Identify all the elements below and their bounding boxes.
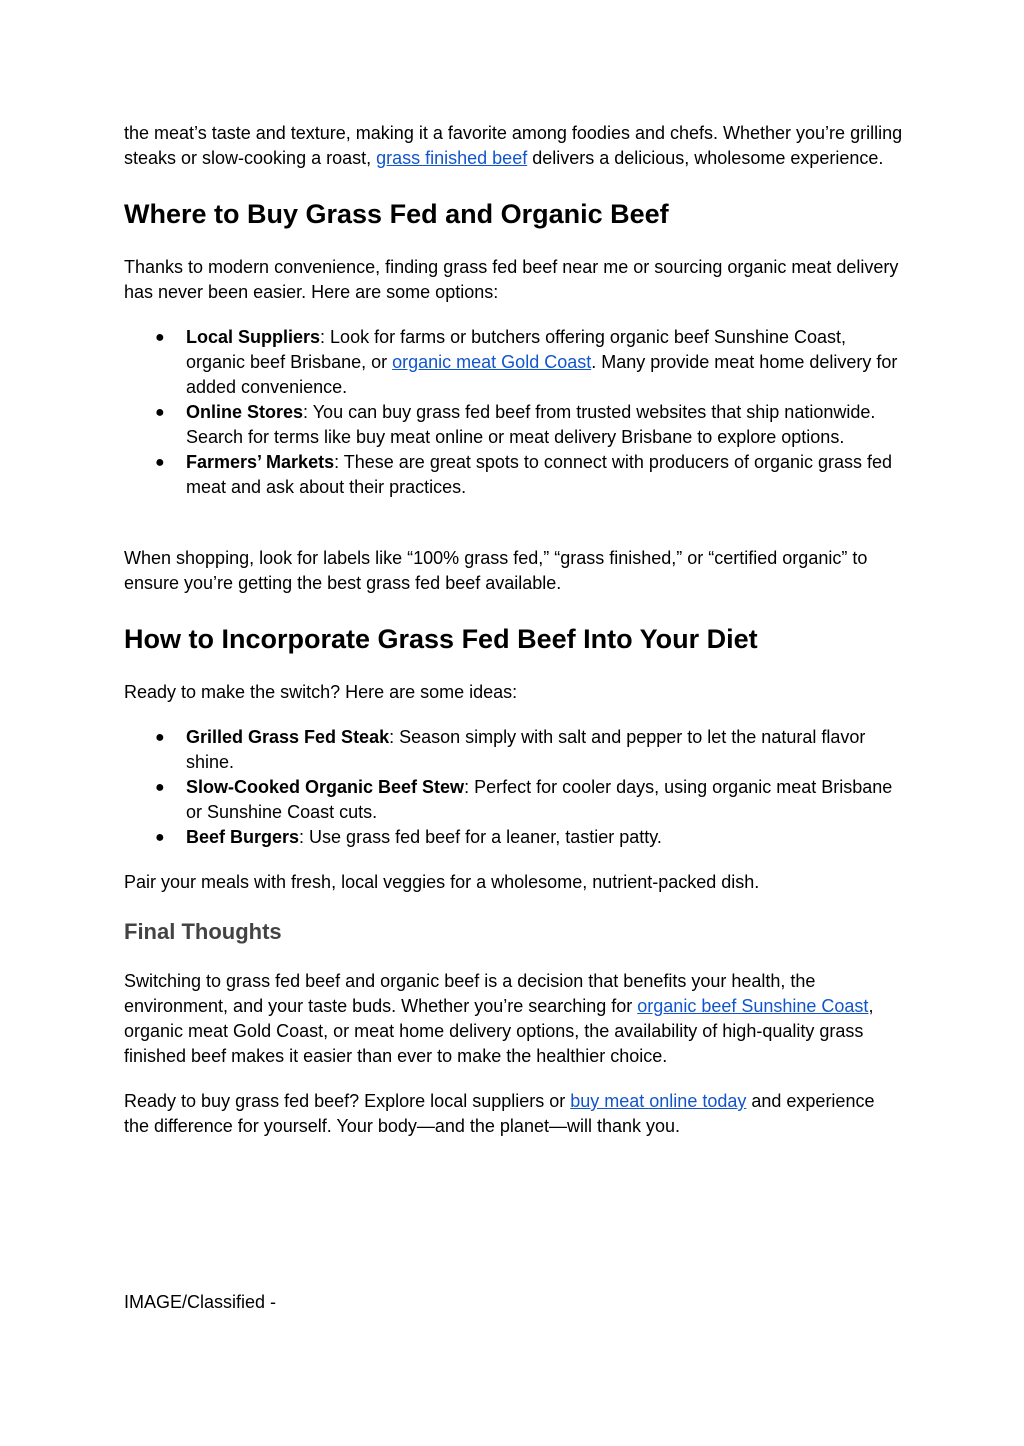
diet-ideas-list [124, 725, 904, 850]
bullet-icon: ● [155, 829, 165, 846]
list-item-text: : You can buy grass fed beef from trusted websites that ship nationwide. Search for terms like buy meat online or meat delivery Brisbane to explore options. [186, 402, 876, 447]
list-item [124, 325, 904, 400]
buy-meat-online-today-link[interactable]: buy meat online today [570, 1091, 747, 1111]
list-item-bold: Slow-Cooked Organic Beef Stew [186, 777, 465, 797]
list-item-bold: Grilled Grass Fed Steak [186, 727, 390, 747]
intro-text-before-link: the meat’s taste and texture, making it a favorite among foodies and chefs. Whether you’re grilling steaks or slow-cooking a roast, [124, 123, 903, 168]
bullet-icon: ● [155, 404, 165, 421]
final-thoughts-heading: Final Thoughts [124, 919, 282, 944]
organic-beef-sunshine-coast-link[interactable]: organic beef Sunshine Coast [637, 996, 869, 1016]
diet-intro-paragraph: Ready to make the switch? Here are some ideas: [124, 682, 518, 702]
list-item [124, 450, 904, 500]
organic-meat-gold-coast-link[interactable]: organic meat Gold Coast [392, 352, 592, 372]
list-item-text: : Look for farms or butchers offering organic beef Sunshine Coast, organic beef Brisbane, or [186, 327, 847, 372]
final-text-before-link: Ready to buy grass fed beef? Explore local suppliers or [124, 1091, 571, 1111]
final-text-before-link: Switching to grass fed beef and organic beef is a decision that benefits your health, the environment, and your taste buds. Whether you’re searching for [124, 971, 816, 1016]
grass-finished-beef-link[interactable]: grass finished beef [376, 148, 528, 168]
where-options-list [124, 325, 904, 500]
list-item-bold: Online Stores [186, 402, 304, 422]
where-intro-paragraph: Thanks to modern convenience, finding grass fed beef near me or sourcing organic meat delivery has never been easier. Here are some options: [124, 257, 899, 302]
list-item-text: : Use grass fed beef for a leaner, tastier patty. [299, 827, 662, 847]
list-item [124, 725, 904, 775]
where-to-buy-heading: Where to Buy Grass Fed and Organic Beef [124, 199, 669, 229]
bullet-icon: ● [155, 329, 165, 346]
footer-text: IMAGE/Classified - [124, 1292, 277, 1312]
list-item [124, 775, 904, 825]
list-item-text: : Season simply with salt and pepper to let the natural flavor shine. [186, 727, 866, 772]
final-paragraph-1 [124, 969, 904, 1069]
list-item [124, 400, 904, 450]
list-item-text: : These are great spots to connect with producers of organic grass fed meat and ask about their practices. [186, 452, 893, 497]
intro-text-after-link: delivers a delicious, wholesome experience. [527, 148, 884, 168]
bullet-icon: ● [155, 779, 165, 796]
diet-heading: How to Incorporate Grass Fed Beef Into Your Diet [124, 624, 758, 654]
list-item-bold: Local Suppliers [186, 327, 321, 347]
list-item-bold: Farmers’ Markets [186, 452, 335, 472]
document-page [124, 121, 904, 1139]
final-text-after-link: and experience the difference for yourself. Your body—and the planet—will thank you. [124, 1091, 875, 1136]
list-item-text: : Perfect for cooler days, using organic meat Brisbane or Sunshine Coast cuts. [186, 777, 893, 822]
list-item-bold: Beef Burgers [186, 827, 300, 847]
where-closing-paragraph: When shopping, look for labels like “100% grass fed,” “grass finished,” or “certified organic” to ensure you’re getting the best grass fed beef available. [124, 548, 868, 593]
list-item [124, 825, 904, 850]
diet-closing-paragraph: Pair your meals with fresh, local veggies for a wholesome, nutrient-packed dish. [124, 872, 760, 892]
list-item-text-after: . Many provide meat home delivery for added convenience. [186, 352, 898, 397]
intro-paragraph [124, 121, 904, 171]
bullet-icon: ● [155, 729, 165, 746]
final-text-after-link: , organic meat Gold Coast, or meat home delivery options, the availability of high-quality grass finished beef makes it easier than ever to make the healthier choice. [124, 996, 874, 1066]
final-paragraph-2 [124, 1089, 904, 1139]
bullet-icon: ● [155, 454, 165, 471]
